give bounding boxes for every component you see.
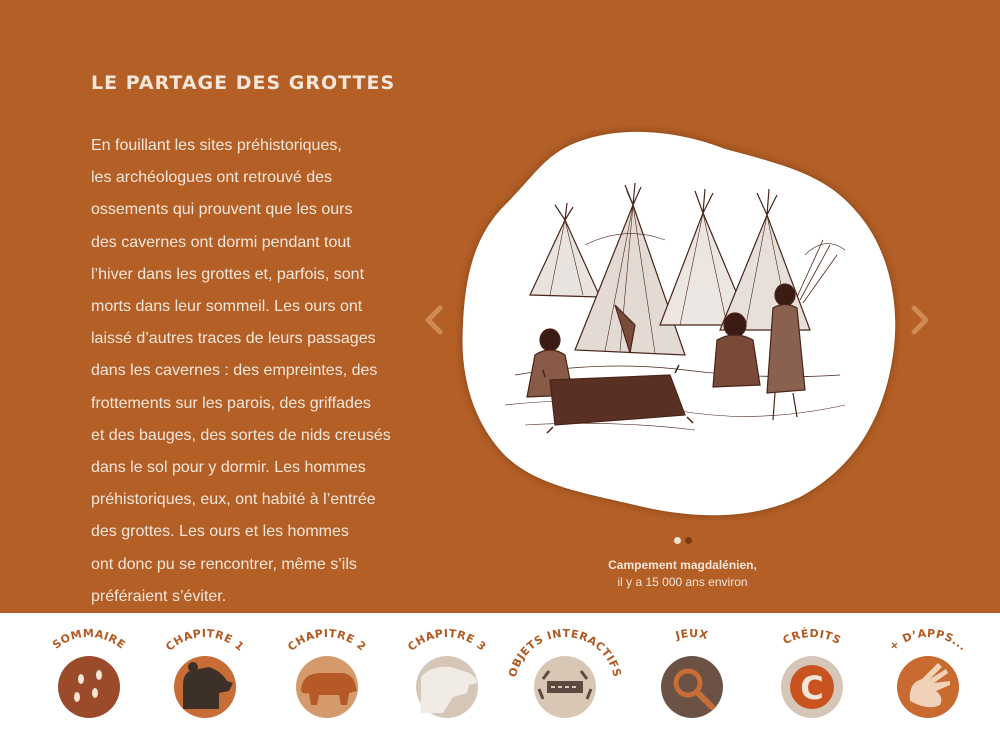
previous-arrow-icon[interactable] [422,304,448,336]
svg-text:C: C [800,669,824,707]
paragraph-line: les archéologues ont retrouvé des [91,169,333,187]
body-paragraph [91,130,431,613]
nav-label: JEUX [674,626,710,643]
copyright-icon [790,665,834,709]
nav-label: CHAPITRE 1 [163,626,247,654]
bottom-navigation [0,613,1000,750]
nav-circle[interactable] [58,656,120,718]
gallery-pagination [674,537,692,544]
paragraph-line: frottements sur les parois, des griffades [91,394,371,412]
illustration-frame [455,125,900,520]
nav-item-d-apps[interactable] [868,613,988,750]
paragraph-line: et des bauges, des sortes de nids creusés [91,426,391,444]
nav-item-sommaire[interactable] [29,613,149,750]
nav-label: CHAPITRE 3 [405,626,489,654]
pagination-dot-2[interactable] [685,537,692,544]
nav-label: SOMMAIRE [50,626,128,652]
nav-item-jeux[interactable] [632,613,752,750]
image-caption [590,557,775,591]
nav-label: OBJETS INTERACTIFS [506,626,624,679]
nav-item-chapitre-3[interactable] [387,613,507,750]
page-title: LE PARTAGE DES GROTTES [91,72,396,94]
next-arrow-icon[interactable] [906,304,932,336]
paragraph-line: morts dans leur sommeil. Les ours ont [91,298,363,316]
caption-subtitle: il y a 15 000 ans environ [617,575,748,589]
paragraph-line: dans le sol pour y dormir. Les hommes [91,459,366,477]
nav-label: CRÉDITS [780,626,844,648]
nav-item-cr-dits[interactable] [752,613,872,750]
nav-item-chapitre-1[interactable] [145,613,265,750]
nav-item-objets-interactifs[interactable] [505,613,625,750]
paragraph-line: En fouillant les sites préhistoriques, [91,137,342,154]
nav-label: CHAPITRE 2 [285,626,369,654]
paragraph-line: des grottes. Les ours et les hommes [91,523,349,541]
paragraph-line: l’hiver dans les grottes et, parfois, sont [91,265,365,283]
caption-title: Campement magdalénien, [608,558,757,572]
paragraph-line: préhistoriques, eux, ont habité à l’entrée [91,491,376,509]
paragraph-line: préféraient s’éviter. [91,587,227,605]
paragraph-line: ont donc pu se rencontrer, même s’ils [91,555,357,573]
paragraph-line: des cavernes ont dormi pendant tout [91,233,351,251]
nav-label: + D’APPS... [886,626,970,654]
paragraph-line: dans les cavernes : des empreintes, des [91,362,378,380]
nav-item-chapitre-2[interactable] [267,613,387,750]
pagination-dot-1[interactable] [674,537,681,544]
paragraph-line: ossements qui prouvent que les ours [91,201,353,219]
paragraph-line: laissé d’autres traces de leurs passages [91,330,376,348]
